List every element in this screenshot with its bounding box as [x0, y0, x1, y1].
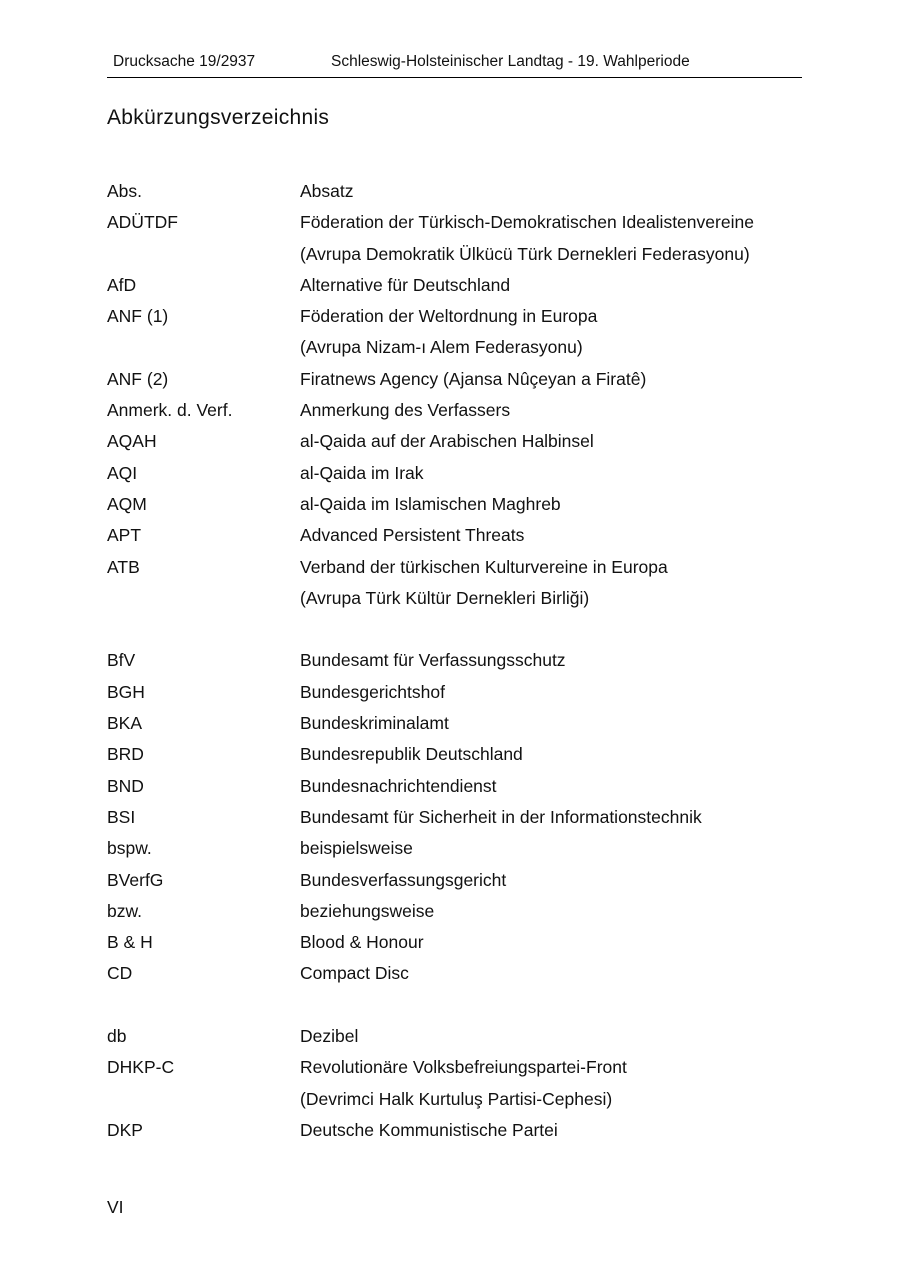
abbreviation-meaning: Bundesverfassungsgericht [300, 869, 507, 890]
abbreviation: bspw. [107, 838, 152, 859]
abbreviation: BKA [107, 713, 143, 734]
abbreviation-meaning: Firatnews Agency (Ajansa Nûçeyan a Firatê) [300, 368, 647, 389]
abbreviation: db [107, 1026, 127, 1047]
abbreviation: CD [107, 963, 133, 984]
list-item [107, 1115, 807, 1146]
list-item [107, 207, 807, 238]
list-item [107, 990, 807, 1021]
abbreviation-meaning: al-Qaida auf der Arabischen Halbinsel [300, 431, 594, 452]
abbreviation-meaning: Dezibel [300, 1026, 359, 1047]
abbreviation: ATB [107, 556, 140, 577]
abbreviation-meaning: (Devrimci Halk Kurtuluş Partisi-Cephesi) [300, 1088, 613, 1109]
abbreviation: Abs. [107, 181, 143, 201]
list-item [107, 1052, 807, 1083]
list-item [107, 395, 807, 426]
abbreviation-meaning: Revolutionäre Volksbefreiungspartei-Front [300, 1057, 627, 1078]
abbreviation-meaning: Bundeskriminalamt [300, 713, 449, 734]
list-item [107, 1084, 807, 1115]
abbreviation-meaning: beziehungsweise [300, 900, 435, 921]
abbreviation: AQM [107, 493, 147, 514]
abbreviation: BVerfG [107, 869, 164, 890]
abbreviation-meaning: al-Qaida im Islamischen Maghreb [300, 493, 561, 514]
page-header [107, 51, 802, 78]
abbreviation: ANF (2) [107, 368, 169, 389]
list-item [107, 239, 807, 270]
abbreviation-meaning: Föderation der Türkisch-Demokratischen Idealistenvereine [300, 212, 754, 233]
list-item [107, 426, 807, 457]
list-item [107, 489, 807, 520]
list-item [107, 552, 807, 583]
abbreviation-meaning: Bundesgerichtshof [300, 681, 445, 702]
list-item [107, 958, 807, 989]
abbreviation-meaning: Blood & Honour [300, 932, 424, 953]
abbreviation-meaning: Bundesnachrichtendienst [300, 775, 497, 796]
list-item [107, 896, 807, 927]
abbreviation: Anmerk. d. Verf. [107, 400, 233, 421]
abbreviation: BSI [107, 806, 136, 827]
list-item [107, 739, 807, 770]
header-institution: Schleswig-Holsteinischer Landtag - 19. Wahlperiode [331, 53, 690, 70]
abbreviation: DKP [107, 1119, 143, 1140]
list-item [107, 865, 807, 896]
abbreviation: B & H [107, 932, 153, 953]
abbreviation: ANF (1) [107, 306, 169, 327]
abbreviation: AfD [107, 274, 137, 295]
abbreviation: APT [107, 525, 142, 546]
abbreviation-list [107, 176, 807, 1146]
list-item [107, 364, 807, 395]
list-item [107, 520, 807, 551]
document-number: Drucksache 19/2937 [113, 53, 256, 70]
list-item [107, 332, 807, 363]
abbreviation-meaning: Anmerkung des Verfassers [300, 400, 511, 421]
abbreviation-meaning: Alternative für Deutschland [300, 274, 511, 295]
list-item [107, 270, 807, 301]
list-item [107, 301, 807, 332]
page-number: VI [107, 1197, 124, 1217]
list-item [107, 677, 807, 708]
abbreviation-meaning: Bundesrepublik Deutschland [300, 744, 523, 765]
page-title: Abkürzungsverzeichnis [107, 106, 330, 129]
abbreviation: BfV [107, 650, 136, 671]
abbreviation-meaning: Bundesamt für Sicherheit in der Informationstechnik [300, 806, 702, 827]
list-item [107, 614, 807, 645]
abbreviation-meaning: (Avrupa Demokratik Ülkücü Türk Dernekleri Federasyonu) [300, 243, 750, 264]
abbreviation-meaning: Föderation der Weltordnung in Europa [300, 306, 598, 327]
list-item [107, 645, 807, 676]
abbreviation-meaning: (Avrupa Türk Kültür Dernekleri Birliği) [300, 587, 590, 608]
abbreviation: DHKP-C [107, 1057, 175, 1078]
abbreviation-meaning: Absatz [300, 181, 354, 201]
abbreviation-meaning: Bundesamt für Verfassungsschutz [300, 650, 566, 671]
abbreviation-meaning: Verband der türkischen Kulturvereine in Europa [300, 556, 668, 577]
abbreviation-meaning: Advanced Persistent Threats [300, 525, 525, 546]
abbreviation-meaning: al-Qaida im Irak [300, 462, 424, 483]
list-item [107, 708, 807, 739]
list-item [107, 458, 807, 489]
abbreviation: BND [107, 775, 144, 796]
list-item [107, 176, 807, 207]
list-item [107, 802, 807, 833]
abbreviation-meaning: beispielsweise [300, 838, 413, 859]
abbreviation-meaning: (Avrupa Nizam-ı Alem Federasyonu) [300, 337, 583, 358]
list-item [107, 833, 807, 864]
abbreviation: AQI [107, 462, 138, 483]
abbreviation: bzw. [107, 900, 143, 921]
abbreviation-meaning: Deutsche Kommunistische Partei [300, 1119, 558, 1140]
list-item [107, 1021, 807, 1052]
abbreviation: AQAH [107, 431, 157, 452]
abbreviation: BGH [107, 681, 145, 702]
list-item [107, 927, 807, 958]
list-item [107, 771, 807, 802]
list-item [107, 583, 807, 614]
abbreviation: ADÜTDF [107, 212, 178, 233]
abbreviation-meaning: Compact Disc [300, 963, 409, 984]
abbreviation: BRD [107, 744, 144, 765]
